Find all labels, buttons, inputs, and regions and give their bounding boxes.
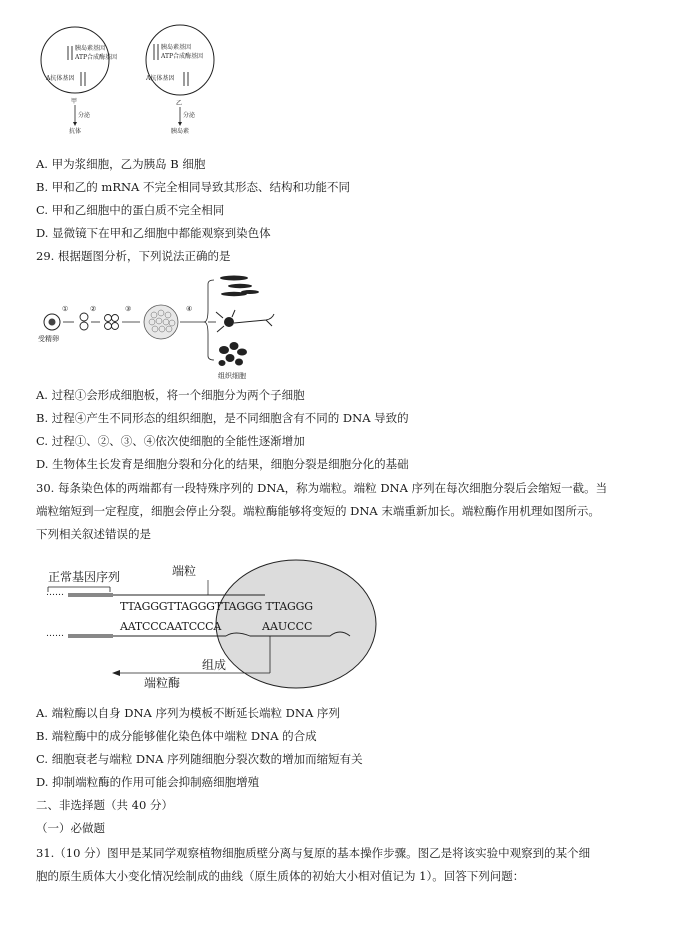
q30-option-d: D. 抑制端粒酶的作用可能会抑制癌细胞增殖 [36,775,260,789]
cell-b-arrow-label: 分泌 [183,112,196,119]
q29-option-d: D. 生物体生长发育是细胞分裂和分化的结果，细胞分裂是细胞分化的基础 [36,457,409,471]
fig28 [30,20,230,150]
fig30-normal-seq-label: 正常基因序列 [48,570,121,584]
fig29-step2: ② [90,305,97,313]
fig30-dots-bottom: …… [46,629,64,639]
q31-line1: 31.（10 分）图甲是某同学观察植物细胞质壁分离与复原的基本操作步骤。图乙是将该实验中观察到的某个细 [36,846,591,860]
fig30-bottom-strand: AATCCCAATCCCA [120,620,222,633]
fig29 [36,270,296,382]
q29-option-b: B. 过程④产生不同形态的组织细胞，是不同细胞含有不同的 DNA 导致的 [36,411,409,425]
cell-a-product: 抗体 [69,128,82,135]
fig28-cells-graphic [30,20,230,150]
q30-option-a: A. 端粒酶以自身 DNA 序列为模板不断延长端粒 DNA 序列 [36,706,340,720]
cell-b-name: 乙 [176,100,183,107]
fig30-rna-template: AAUCCC [262,620,313,633]
q29-option-c: C. 过程①、②、③、④依次使细胞的全能性逐渐增加 [36,434,305,448]
q28-option-c: C. 甲和乙细胞中的蛋白质不完全相同 [36,203,225,217]
cell-b-outline [146,25,214,95]
fig30-top-strand: TTAGGGTTAGGGTTAGGG TTAGGG [120,600,313,613]
cell-a-name: 甲 [71,98,78,105]
fig29-development-graphic [36,270,296,382]
q28-option-b: B. 甲和乙的 mRNA 不完全相同导致其形态、结构和功能不同 [36,180,351,194]
q30-option-b: B. 端粒酶中的成分能够催化染色体中端粒 DNA 的合成 [36,729,317,743]
fig30-composition-label: 组成 [202,658,227,672]
q29-stem: 29. 根据题图分析，下列说法正确的是 [36,249,231,263]
cell-a-gene3: A抗体基因 [46,75,75,82]
cell-b-product: 胰岛素 [171,128,190,135]
fig30-enzyme-label: 端粒酶 [144,676,181,690]
q30-stem-line3: 下列相关叙述错误的是 [36,527,151,541]
fig29-step4: ④ [186,305,193,313]
section2-title: 二、非选择题（共 40 分） [36,798,173,812]
cell-b-gene1: 胰岛素基因 [161,44,192,51]
cell-a-gene1: 胰岛素基因 [75,45,106,52]
q28-option-d: D. 显微镜下在甲和乙细胞中都能观察到染色体 [36,226,271,240]
q28-option-a: A. 甲为浆细胞，乙为胰岛 B 细胞 [36,157,206,171]
cell-a-arrow-label: 分泌 [78,112,91,119]
fig30-telomere-label: 端粒 [172,564,197,578]
fig29-zygote-label: 受精卵 [38,335,59,343]
fig30 [40,558,380,693]
cell-a-gene2: ATP合成酶基因 [75,54,118,61]
fig29-step3: ③ [125,305,132,313]
cell-b-gene2: ATP合成酶基因 [161,53,204,60]
q30-stem-line2: 端粒缩短到一定程度，细胞会停止分裂。端粒酶能够将变短的 DNA 末端重新加长。端粒酶作用机理如图所示。 [36,504,600,518]
fig29-step1: ① [62,305,69,313]
fig30-dots-top: …… [46,588,64,598]
section2-subtitle: （一）必做题 [36,821,105,835]
q30-stem-line1: 30. 每条染色体的两端都有一段特殊序列的 DNA，称为端粒。端粒 DNA 序列在每次细胞分裂后会缩短一截。当 [36,481,608,495]
cell-b-gene3: A抗体基因 [146,75,175,82]
q29-option-a: A. 过程①会形成细胞板，将一个细胞分为两个子细胞 [36,388,305,402]
fig29-tissue-label: 组织细胞 [218,372,246,380]
q31-line2: 胞的原生质体大小变化情况绘制成的曲线（原生质体的初始大小相对值记为 1）。回答下列问题： [36,869,525,883]
q30-option-c: C. 细胞衰老与端粒 DNA 序列随细胞分裂次数的增加而缩短有关 [36,752,363,766]
